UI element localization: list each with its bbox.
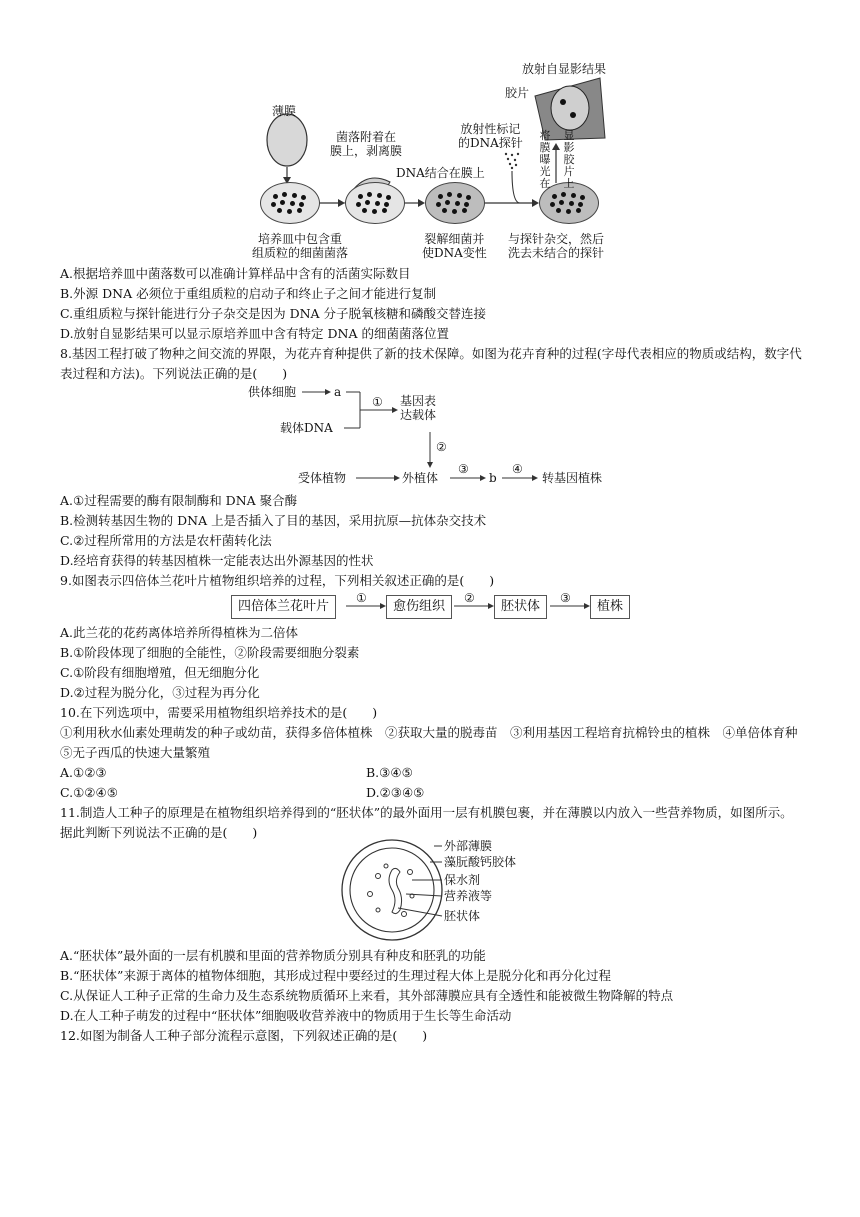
colony-dot xyxy=(436,202,441,207)
explant-label: 外植体 xyxy=(402,471,439,485)
q9-option-a: A.此兰花的花药离体培养所得植株为二倍体 xyxy=(60,625,299,640)
colony-dot xyxy=(292,193,297,198)
colony-dot xyxy=(271,202,276,207)
autorad-result-label: 放射自显影结果 xyxy=(522,62,607,76)
q8-stem: 8.基因工程打破了物种之间交流的界限，为花卉育种提供了新的技术保障。如图为花卉育种的过程(字母代表相应的物质或结构，数字代表过程和方法)。下列说法正确的是( ) xyxy=(60,346,802,381)
q11-option-a: A.“胚状体”最外面的一层有机膜和里面的营养物质分别具有种皮和胚乳的功能 xyxy=(60,948,486,963)
step4-label: ④ xyxy=(512,462,523,476)
colony-dot xyxy=(576,208,581,213)
colony-dot xyxy=(556,208,561,213)
colony-dot xyxy=(301,195,306,200)
donor-cell-label: 供体细胞 xyxy=(248,385,297,399)
colony-dot xyxy=(455,201,460,206)
radio-probe-label: 放射性标记 的DNA探针 xyxy=(458,122,523,150)
colony-dot xyxy=(367,192,372,197)
step-callus: 愈伤组织 xyxy=(386,595,452,619)
step1-label: ① xyxy=(372,395,383,409)
colony-dot xyxy=(282,192,287,197)
q9-option-b: B.①阶段体现了细胞的全能性，②阶段需要细胞分裂素 xyxy=(60,645,360,660)
transgenic-plant-label: 转基因植株 xyxy=(542,471,603,485)
q10-stem: 10.在下列选项中，需要采用植物组织培养技术的是( ) xyxy=(60,705,378,720)
recipient-plant-label: 受体植物 xyxy=(298,471,347,485)
q9-option-d: D.②过程为脱分化，③过程为再分化 xyxy=(60,685,260,700)
q10-option-d: D.②③④⑤ xyxy=(366,785,425,800)
colony-dot xyxy=(578,202,583,207)
colony-dot xyxy=(445,200,450,205)
colony-dot xyxy=(297,208,302,213)
colony-dot xyxy=(277,208,282,213)
film-label: 胶片 xyxy=(505,86,530,100)
colony-dot xyxy=(438,194,443,199)
step-tetraploid-leaf: 四倍体兰花叶片 xyxy=(231,595,336,619)
q7-option-a: A.根据培养皿中菌落数可以准确计算样品中含有的活菌实际数目 xyxy=(60,266,411,281)
flower-breeding-figure xyxy=(240,382,620,490)
q7-option-b: B.外源 DNA 必须位于重组质粒的启动子和终止子之间才能进行复制 xyxy=(60,286,437,301)
tissue-culture-figure xyxy=(228,591,638,622)
thin-film-label: 薄膜 xyxy=(272,104,297,118)
dna-bind-label: DNA结合在膜上 xyxy=(396,166,485,180)
colony-dot xyxy=(382,208,387,213)
expose-vertical-label: 将膜曝光在 xyxy=(539,129,551,190)
colony-dot xyxy=(386,195,391,200)
a-label: a xyxy=(334,385,342,399)
colony-dot xyxy=(552,194,557,199)
colony-dot xyxy=(299,202,304,207)
q12-stem: 12.如图为制备人工种子部分流程示意图，下列叙述正确的是( ) xyxy=(60,1028,428,1043)
expression-vector-label: 基因表 达载体 xyxy=(400,394,437,422)
colony-dot xyxy=(452,209,457,214)
colony-dot xyxy=(442,208,447,213)
q8-option-c: C.②过程所常用的方法是农杆菌转化法 xyxy=(60,533,272,548)
outer-membrane-label: 外部薄膜 xyxy=(444,839,493,853)
arrow2-label: ② xyxy=(464,591,475,605)
colony-dot xyxy=(550,202,555,207)
q11-option-d: D.在人工种子萌发的过程中“胚状体”细胞吸收营养液中的物质用于生长等生命活动 xyxy=(60,1008,512,1023)
q11-option-c: C.从保证人工种子正常的生命力及生态系统物质循环上来看，其外部薄膜应具有全透性和能被微生物降解的特点 xyxy=(60,988,674,1003)
q7-option-c: C.重组质粒与探针能进行分子杂交是因为 DNA 分子脱氧核糖和磷酸交替连接 xyxy=(60,306,487,321)
colony-dot xyxy=(580,195,585,200)
colony-dot xyxy=(447,192,452,197)
colony-dot xyxy=(372,209,377,214)
q10-option-b: B.③④⑤ xyxy=(366,765,413,780)
q9-stem: 9.如图表示四倍体兰花叶片植物组织培养的过程，下列相关叙述正确的是( ) xyxy=(60,573,495,588)
q11-option-b: B.“胚状体”来源于离体的植物体细胞，其形成过程中要经过的生理过程大体上是脱分化和再分化过程 xyxy=(60,968,611,983)
colony-dot xyxy=(356,202,361,207)
colony-dot xyxy=(457,193,462,198)
q8-option-d: D.经培育获得的转基因植株一定能表达出外源基因的性状 xyxy=(60,553,374,568)
colony-dot xyxy=(566,209,571,214)
colony-dot xyxy=(287,209,292,214)
develop-vertical-label: 显影胶片上 xyxy=(563,129,575,190)
arrow3-label: ③ xyxy=(560,591,571,605)
colony-dot xyxy=(466,195,471,200)
colony-dot xyxy=(358,194,363,199)
dish-caption: 培养皿中包含重 组质粒的细菌菌落 xyxy=(252,232,349,260)
step-embryoid: 胚状体 xyxy=(494,595,547,619)
water-retainer-label: 保水剂 xyxy=(444,873,481,887)
artificial-seed-figure xyxy=(340,836,530,944)
colony-dot xyxy=(559,200,564,205)
lyse-caption: 裂解细菌并 使DNA变性 xyxy=(422,232,487,260)
colony-hybridization-figure xyxy=(250,58,630,266)
colony-dot xyxy=(273,194,278,199)
colony-dot xyxy=(362,208,367,213)
colony-transfer-label: 菌落附着在 膜上，剥离膜 xyxy=(330,130,403,158)
q10-body: ①利用秋水仙素处理萌发的种子或幼苗，获得多倍体植株 ②获取大量的脱毒苗 ③利用基因工程培育抗棉铃虫的植株 ④单倍体育种 ⑤无子西瓜的快速大量繁殖 xyxy=(60,725,811,760)
colony-dot xyxy=(571,193,576,198)
step-plant: 植株 xyxy=(590,595,630,619)
q10-option-a: A.①②③ xyxy=(60,765,107,780)
colony-dot xyxy=(377,193,382,198)
q10-option-c: C.①②④⑤ xyxy=(60,785,118,800)
hybrid-caption: 与探针杂交，然后 洗去未结合的探针 xyxy=(508,232,605,260)
colony-dot xyxy=(290,201,295,206)
colony-dot xyxy=(464,202,469,207)
colony-dot xyxy=(561,192,566,197)
q11-stem: 11.制造人工种子的原理是在植物组织培养得到的“胚状体”的最外面用一层有机膜包裹，并在薄膜以内放入一些营养物质，如图所示。据此判断下列说法不正确的是( ) xyxy=(60,805,793,840)
colony-dot xyxy=(375,201,380,206)
b-label: b xyxy=(489,471,497,485)
step2-label: ② xyxy=(436,440,447,454)
vector-dna-label: 载体DNA xyxy=(280,421,333,435)
q8-option-b: B.检测转基因生物的 DNA 上是否插入了目的基因，采用抗原—抗体杂交技术 xyxy=(60,513,487,528)
colony-dot xyxy=(569,201,574,206)
nutrient-label: 营养液等 xyxy=(444,889,493,903)
step3-label: ③ xyxy=(458,462,469,476)
q8-option-a: A.①过程需要的酶有限制酶和 DNA 聚合酶 xyxy=(60,493,298,508)
colony-dot xyxy=(365,200,370,205)
alginate-gel-label: 藻朊酸钙胶体 xyxy=(444,855,517,869)
q7-option-d: D.放射自显影结果可以显示原培养皿中含有特定 DNA 的细菌菌落位置 xyxy=(60,326,449,341)
colony-dot xyxy=(280,200,285,205)
q9-option-c: C.①阶段有细胞增殖，但无细胞分化 xyxy=(60,665,260,680)
colony-dot xyxy=(384,202,389,207)
arrow1-label: ① xyxy=(356,591,367,605)
colony-dot xyxy=(462,208,467,213)
embryoid-label: 胚状体 xyxy=(444,909,481,923)
